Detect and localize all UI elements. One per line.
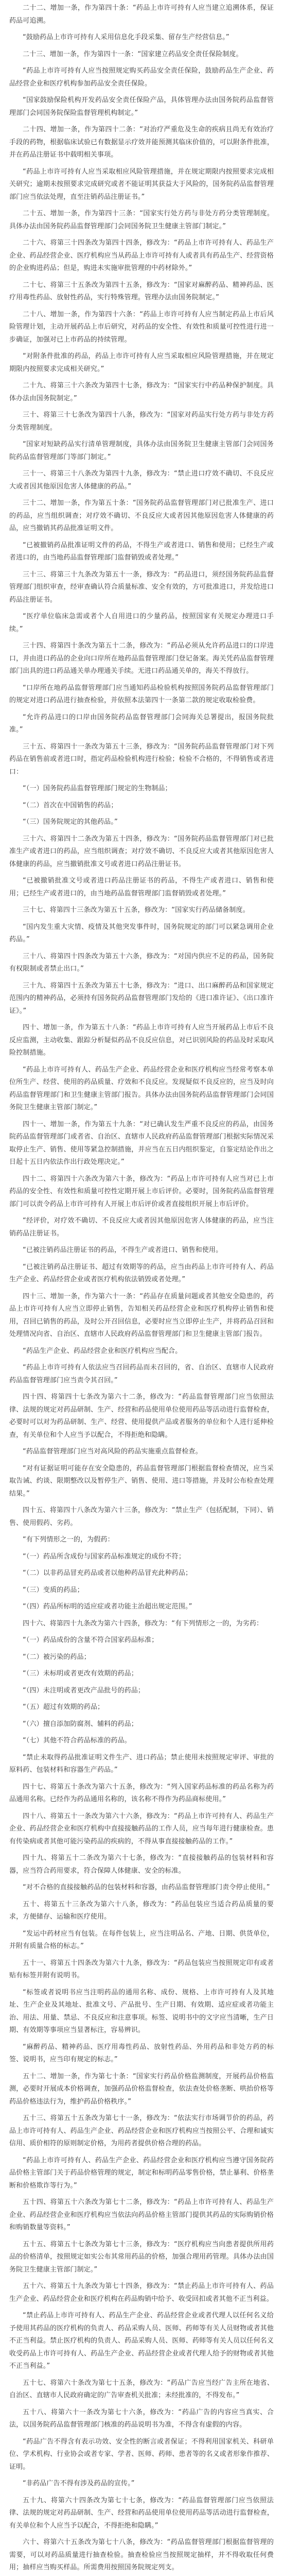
paragraph: 四十六、将第四十九条改为第六十四条，修改为：“有下列情形之一的，为劣药： bbox=[23, 1619, 263, 1628]
paragraph: “药品监督管理部门应当对高风险的药品实施重点监督检查。 bbox=[23, 1448, 202, 1455]
paragraph: “已被撤销药品批准证明文件的药品，不得生产或者进口、销售和使用；已经生产或者进口的，由当地药品监督管理部门监督销毁或者处理。” bbox=[9, 541, 274, 562]
paragraph: “国家鼓励保险机构开发药品安全责任保险产品，具体管理办法由国务院药品监督管理部门会同国务院保险监督管理机构制定。” bbox=[9, 96, 274, 117]
paragraph: 三十八、将第四十四条改为第五十六条，修改为：“对国内供应不足的药品，国务院有权限制或者禁止出口。” bbox=[9, 952, 274, 973]
paragraph: 五十六、将第五十九条改为第七十四条，修改为：“禁止药品上市许可持有人、药品生产企业、药品经营企业和医疗机构在药品购销中给予、收受回扣或者其他不正当利益。 bbox=[9, 2282, 274, 2303]
paragraph: 五十九、将第六十四条改为第七十七条，修改为：“药品监督管理部门应当依照法律、法规的规定对药品研制、生产、经营和药品使用单位使用药品等活动进行监督检查，有关单位和个人应当予以配合，不得拒绝和隐瞒。” bbox=[9, 2496, 274, 2530]
paragraph: 二十二、增加一条，作为第四十条：“药品上市许可持有人应当建立追溯体系，保证药品可追溯。 bbox=[9, 4, 274, 25]
paragraph: 二十七、将第三十五条改为第四十五条，修改为：“国家对麻醉药品、精神药品、医疗用毒性药品、放射性药品，实行特殊管理。管理办法由国务院制定。” bbox=[9, 281, 274, 301]
paragraph: “（三）国务院规定的其他药品。” bbox=[23, 818, 118, 826]
paragraph: 二十八、增加一条，作为第四十六条：“药品上市许可持有人应当制定药品上市后风险管理计划，主动开展药品上市后研究，对药品的安全性、有效性和质量可控性进行进一步确证，加强对已上市药品的持续管理。 bbox=[9, 310, 274, 344]
paragraph: 二十九、将第三十六条改为第四十七条，修改为：“国家实行中药品种保护制度。具体办法由国务院制定。” bbox=[9, 382, 274, 402]
paragraph: 五十五、将第五十七条改为第七十三条，修改为：“医疗机构应当向患者提供所用药品的价格清单，按照规定如实公布其常用药品的价格，加强合理用药管理。具体办法由国务院卫生健康主管部门制定。” bbox=[9, 2240, 274, 2274]
paragraph: 四十二、将第四十六条改为第六十条，修改为：“药品上市许可持有人应当对已上市药品的安全性、有效性和质量可控性定期开展上市后评价。必要时，国务院药品监督管理部门可以责令药品上市许可持有人开展上市后评价或者直接组织开展上市后评价。 bbox=[9, 1175, 274, 1208]
paragraph: “药品上市许可持有人应当按照规定购买药品安全责任保险，鼓励药品生产企业、药品经营企业和医疗机构参加药品安全责任保险。 bbox=[9, 67, 274, 88]
paragraph: “（五）超过有效期的药品； bbox=[23, 1703, 104, 1711]
paragraph: 六十、将第六十五条改为第七十八条，修改为：“药品监督管理部门根据监督管理的需要，可以对药品质量进行抽查检验。抽查检验应当按照规定抽样，并不得收取任何费用；抽样应当购买样品。所需费用按照国务院规定列支。 bbox=[9, 2538, 274, 2571]
paragraph: 四十七、将第五十条改为第六十五条，修改为：“列入国家药品标准的药品名称为药品通用名称。已经作为药品通用名称的，该名称不得作为药品商标使用。” bbox=[9, 1783, 274, 1803]
paragraph: “对附条件批准的药品，药品上市许可持有人应当采取相应风险管理措施，并在规定期限内按照要求完成相关研究。” bbox=[9, 352, 274, 373]
paragraph: 四十四、将第四十七条改为第六十二条，修改为：“药品监督管理部门应当依照法律、法规的规定对药品研制、生产、经营和药品使用单位使用药品等活动进行监督检查，必要时可以对为药品研制、生产、经营、使用提供产品或者服务的单位和个人进行延伸检查，有关单位和个人应当予以配合，不得拒绝和隐瞒。 bbox=[9, 1393, 274, 1439]
paragraph: 二十四、增加一条，作为第四十二条：“对治疗严重危及生命的疾病且尚无有效治疗手段的药物，根据临床试验已有数据显示疗效并能预测其临床价值的，可以附条件批准，并在药品注册证书中载明相关事项。 bbox=[9, 126, 274, 159]
paragraph: “医疗单位临床急需或者个人自用进口的少量药品，按照国家有关规定办理进口手续。” bbox=[9, 613, 274, 633]
paragraph: “禁止未取得药品批准证明文件生产、进口药品；禁止使用未按照规定审评、审批的原料药、包装材料和容器生产药品。” bbox=[9, 1753, 274, 1774]
paragraph: 三十五、将第四十一条改为第五十三条，修改为：“国务院药品监督管理部门对下列药品在销售前或者进口时，指定药品检验机构进行检验；检验不合格的，不得销售或者进口： bbox=[9, 742, 274, 776]
paragraph: “已被撤销批准文号或者进口药品注册证书的药品，不得生产或者进口、销售和使用；已经生产或者进口的，由当地药品监督管理部门监督销毁或者处理。” bbox=[9, 877, 274, 897]
paragraph: 四十、增加一条，作为第五十八条：“药品上市许可持有人应当开展药品上市后不良反应监测，主动收集、跟踪分析疑似药品不良反应信息，对已识别风险的药品及时采取风险控制措施。 bbox=[9, 1024, 274, 1057]
paragraph: “已被注销药品注册证书的药品，不得生产或者进口、销售和使用。 bbox=[23, 1246, 223, 1254]
paragraph: “非药品广告不得有涉及药品的宣传。” bbox=[23, 2480, 135, 2487]
paragraph: 二十六、将第三十四条改为第四十四条，修改为：“药品上市许可持有人、药品生产企业、药品经营企业、医疗机构应当从药品上市许可持有人或者具有药品生产、经营资格的企业购进药品；但是，购进未实施审批管理的中药材除外。” bbox=[9, 239, 274, 272]
paragraph: 三十九、将第四十五条改为第五十七条，修改为：“进口、出口麻醉药品和国家规定范围内的精神药品，必须持有国务院药品监督管理部门发给的《进口准许证》、《出口准许证》。” bbox=[9, 981, 274, 1015]
paragraph: “口岸所在地药品监督管理部门应当通知药品检验机构按照国务院药品监督管理部门的规定对进口药品进行抽查检验，并依照本法第四十一条第二款的规定收取检验费。 bbox=[9, 684, 274, 704]
paragraph: 四十八、将第五十一条改为第六十六条，修改为：“药品上市许可持有人、药品生产企业、药品经营企业和医疗机构中直接接触药品的工作人员，应当每年进行健康检查。患有传染病或者其他可能污染药品的疾病的，不得从事直接接触药品的工作。” bbox=[9, 1812, 274, 1845]
paragraph: 四十一、增加一条，作为第五十九条：“对已确认发生严重不良反应的药品，由国务院药品监督管理部门或者省、自治区、直辖市人民政府药品监督管理部门根据实际情况采取停止生产、销售、使用等紧急控制措施，并应当在五日内组织鉴定，自鉴定结论作出之日起十五日内依法作出行政处理决定。” bbox=[9, 1120, 274, 1166]
paragraph: 四十三、增加一条，作为第六十一条：“药品存在质量问题或者其他安全隐患的，药品上市许可持有人应当立即停止销售，告知相关药品经营企业和医疗机构停止销售和使用，召回已销售的药品，及时公开召回信息，必要时应当立即停止生产，并将药品召回和处理情况向省、自治区、直辖市人民政府药品监督管理部门和卫生健康主管部门报告。 bbox=[9, 1292, 274, 1338]
paragraph: “（三）变质的药品； bbox=[23, 1586, 84, 1594]
paragraph: “发运中药材应当有包装。在每件包装上，应当注明品名、产地、日期、供货单位，并附有质量合格的标志。” bbox=[9, 1929, 274, 1950]
paragraph: “药品上市许可持有人依法应当召回药品而未召回的，省、自治区、直辖市人民政府药品监督管理部门应当责令其召回。” bbox=[9, 1364, 274, 1384]
paragraph: “经评价，对疗效不确切、不良反应大或者因其他原因危害人体健康的药品，应当注销药品注册证书。 bbox=[9, 1217, 274, 1238]
paragraph: “标签或者说明书应当注明药品的通用名称、成份、规格、上市许可持有人及其地址、生产企业及其地址、批准文号、产品批号、生产日期、有效期、适应症或者功能主治、用法、用量、禁忌、不良反应和注意事项。标签、说明书中的文字应当清晰，生产日期、有效期等事项应当显著标注，容易辨识。 bbox=[9, 1988, 274, 2034]
paragraph: “（六）擅自添加防腐剂、辅料的药品； bbox=[23, 1720, 138, 1728]
paragraph: 三十、将第三十七条改为第四十八条，修改为：“国家对药品实行处方药与非处方药分类管理制度。 bbox=[9, 411, 274, 432]
paragraph: “对有证据证明可能存在安全隐患的，药品监督管理部门根据监督检查情况，应当采取告诫、约谈、限期整改以及暂停生产、销售、使用、进口等措施，并及时公布检查处理结果。” bbox=[9, 1464, 274, 1498]
paragraph: “（七）其他不符合药品标准的药品。 bbox=[23, 1737, 131, 1744]
paragraph: “药品上市许可持有人、药品生产企业、药品经营企业和医疗机构应当遵守国务院药品价格主管部门关于药品价格管理的规定，制定和标明药品零售价格，禁止暴利、价格垄断和价格欺诈等行为。” bbox=[9, 2156, 274, 2190]
paragraph: “已被注销药品注册证书、超过有效期等的药品，应当由药品上市许可持有人、药品生产企业、药品经营企业或者医疗机构依法销毁或者处理。” bbox=[9, 1263, 274, 1283]
paragraph: 三十四、将第四十条改为第五十二条，修改为：“药品必须从允许药品进口的口岸进口，并由进口药品的企业向口岸所在地药品监督管理部门登记备案。海关凭药品监督管理部门出具的进口药品通关单办理通关手续。无进口药品通关单的，海关不得放行。 bbox=[9, 642, 274, 675]
paragraph: “（四）药品所标明的适应症或者功能主治超出规定范围。” bbox=[23, 1603, 192, 1611]
paragraph: “麻醉药品、精神药品、医疗用毒性药品、放射性药品、外用药品和非处方药的标签、说明书，应当印有规定的标志。” bbox=[9, 2043, 274, 2063]
paragraph: “药品上市许可持有人应当采取相应风险管理措施，并在规定期限内按照要求完成相关研究；逾期未按照要求完成研究或者不能证明其获益大于风险的，国务院药品监督管理部门应当依法处理，直至注销药品注册证书。” bbox=[9, 167, 274, 201]
paragraph: 三十三、将第三十九条改为第五十一条，修改为：“药品进口，须经国务院药品监督管理部门组织审查，经审查确认符合质量标准、安全有效的，方可批准进口，并发给进口药品注册证书。 bbox=[9, 570, 274, 604]
paragraph: “禁止药品上市许可持有人、药品生产企业、药品经营企业或者代理人以任何名义给予使用其药品的医疗机构的负责人、药品采购人员、医师、药师等有关人员财物或者其他不正当利益。禁止医疗机构的负责人、药品采购人员、医师、药师等有关人员以任何名义收受药品上市许可持有人、药品生产企业、药品经营企业或者代理人给予的财物或者其他不正当利益。” bbox=[9, 2312, 274, 2370]
paragraph: 五十一、将第五十四条改为第六十九条，修改为：“药品包装应当按照规定印有或者贴有标签并附有说明书。 bbox=[9, 1959, 274, 1979]
paragraph: “允许药品进口的口岸由国务院药品监督管理部门会同海关总署提出，报国务院批准。” bbox=[9, 713, 274, 734]
paragraph: “（二）首次在中国销售的药品； bbox=[23, 801, 118, 809]
paragraph: “药品广告不得含有表示功效、安全性的断言或者保证；不得利用国家机关、科研单位、学术机构、行业协会或者专家、学者、医师、药师、患者等的名义或者形象作推荐、证明。 bbox=[9, 2437, 274, 2471]
paragraph: 五十、将第五十三条改为第六十八条，修改为：“药品包装应当适合药品质量的要求，方便储存、运输和医疗使用。 bbox=[9, 1900, 274, 1921]
paragraph: 二十五、增加一条，作为第四十三条：“国家实行处方药与非处方药分类管理制度。具体办法由国务院药品监督管理部门会同国务院卫生健康主管部门制定。” bbox=[9, 210, 274, 230]
paragraph: 四十五、将第四十八条改为第六十三条，修改为：“禁止生产（包括配制，下同）、销售、使用假药、劣药。 bbox=[9, 1506, 274, 1527]
paragraph: 三十六、将第四十二条改为第五十四条，修改为：“国务院药品监督管理部门对已批准生产或者进口的药品，应当组织调查；对疗效不确切、不良反应大或者其他原因危害人体健康的药品，应当撤销批准文号或者进口药品注册证书。 bbox=[9, 835, 274, 868]
paragraph: “国内发生重大灾情、疫情及其他突发事件时，国务院规定的部门可以紧急调用企业药品。” bbox=[9, 923, 274, 943]
paragraph: “鼓励药品上市许可持有人采用信息化手段采集、留存生产经营信息。” bbox=[23, 33, 229, 41]
paragraph: 五十四、将第五十六条改为第七十二条，修改为：“药品上市许可持有人、药品生产企业、药品经营企业和医疗机构应当依法向药品价格主管部门提供其药品的实际购销价格和购销数量等资料。” bbox=[9, 2198, 274, 2231]
paragraph: 五十八、将第六十一条改为第七十六条，修改为：“药品广告的内容应当真实、合法，以国务院药品监督管理部门核准的药品说明书为准，不得含有虚假的内容。 bbox=[9, 2408, 274, 2429]
paragraph: “（一）药品所含成份与国家药品标准规定的成份不符； bbox=[23, 1552, 185, 1561]
paragraph: “（二）以非药品冒充药品或者以他种药品冒充此种药品； bbox=[23, 1569, 192, 1577]
paragraph: “（一）国务院药品监督管理部门规定的生物制品； bbox=[23, 785, 172, 792]
paragraph: “国家对短缺药品实行清单管理制度，具体办法由国务院卫生健康主管部门会同国务院药品监督管理部门等部门制定。” bbox=[9, 440, 274, 461]
paragraph: 五十二、增加一条，作为第七十条：“国家实行药品价格监测制度，开展药品价格监测，必要时开展成本价格调查，加强药品价格监督检查，依法查处价格垄断、哄抬价格等药品价格违法行为，维护药品价格秩序。” bbox=[9, 2072, 274, 2106]
paragraph: “对不合格的直接接触药品的包装材料和容器，由药品监督管理部门责令停止使用。” bbox=[23, 1884, 270, 1891]
paragraph: 五十七、将第六十条改为第七十五条，修改为：“药品广告应当经广告主所在地省、自治区、直辖市人民政府确定的广告审查机关批准；未经批准的，不得发布。” bbox=[9, 2379, 274, 2399]
paragraph: 四十九、将第五十二条改为第六十七条，修改为：“直接接触药品的包装材料和容器，应当符合药用要求，符合保障人体健康、安全的标准。 bbox=[9, 1854, 274, 1875]
paragraph: “药品生产企业、药品经营企业和医疗机构应当配合。 bbox=[23, 1347, 182, 1355]
paragraph: “（一）药品成份的含量不符合国家药品标准； bbox=[23, 1636, 158, 1644]
paragraph: 三十七、将第四十三条改为第五十五条，修改为：“国家实行药品储备制度。 bbox=[23, 906, 250, 914]
paragraph: “有下列情形之一的，为假药： bbox=[23, 1536, 114, 1544]
paragraph: 三十一、将第三十八条改为第四十九条，修改为：“禁止进口疗效不确切、不良反应大或者因其他原因危害人体健康的药品。” bbox=[9, 470, 274, 490]
paragraph: 五十三、将第五十五条改为第七十一条，修改为：“依法实行市场调节价的药品，药品上市许可持有人、药品生产企业、药品经营企业和医疗机构应当按照公平、合理和诚实信用、质价相符的原则制定价格，为用药者提供价格合理的药品。 bbox=[9, 2114, 274, 2147]
paragraph: 二十三、增加一条，作为第四十一条：“国家建立药品安全责任保险制度。 bbox=[23, 50, 243, 58]
paragraph: “（二）被污染的药品； bbox=[23, 1653, 91, 1661]
paragraph: “（四）未注明或者更改产品批号的药品； bbox=[23, 1686, 145, 1694]
paragraph: 三十二、增加一条，作为第五十条：“国务院药品监督管理部门对已批准生产、进口的药品，应当组织调查；对疗效不确切、不良反应大或者因其他原因危害人体健康的药品，应当撤销其药品批准证明文件。 bbox=[9, 499, 274, 532]
paragraph: “（三）未标明或者更改有效期的药品； bbox=[23, 1670, 138, 1677]
paragraph: “药品上市许可持有人、药品生产企业、药品经营企业和医疗机构应当经常考察本单位所生产、经营、使用的药品质量、疗效和不良反应。发现疑似不良反应的，应当及时向药品监督管理部门和卫生健康主管部门报告。具体办法由国务院药品监督管理部门会同国务院卫生健康主管部门制定。” bbox=[9, 1065, 274, 1111]
